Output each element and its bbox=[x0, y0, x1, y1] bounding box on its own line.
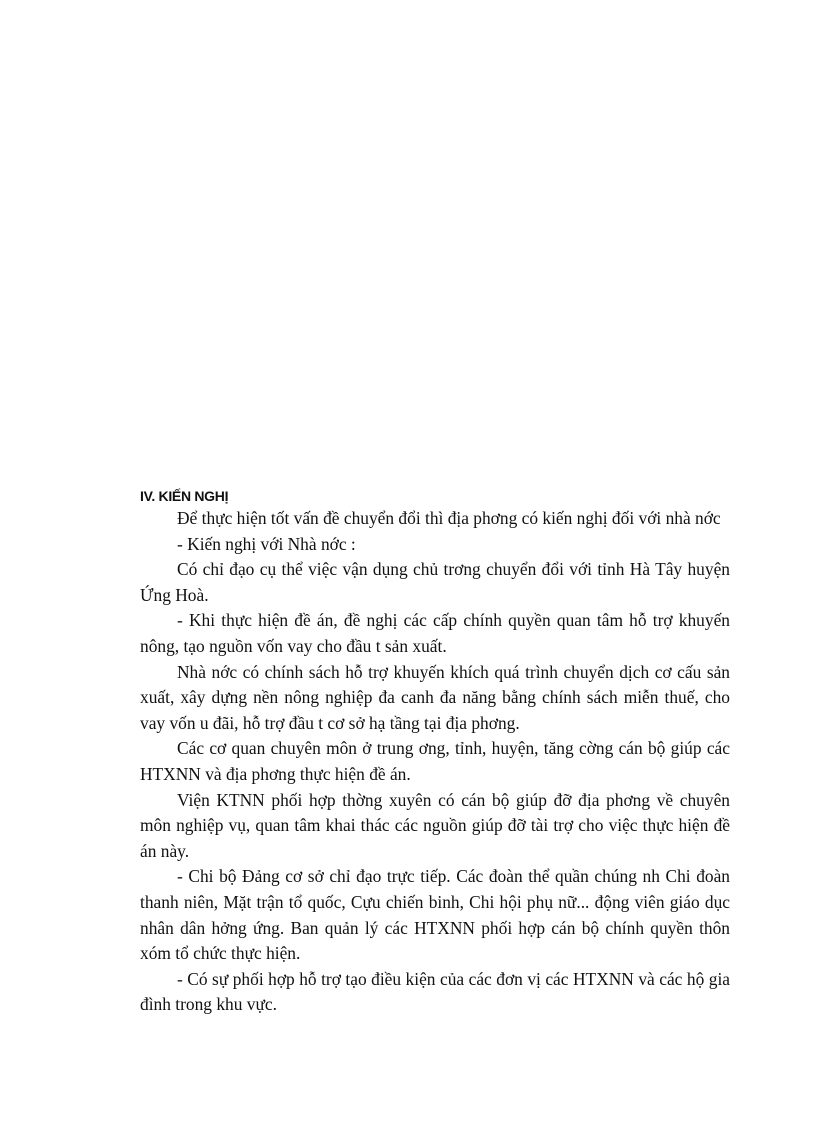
paragraph-8: - Chi bộ Đảng cơ sở chỉ đạo trực tiếp. Các đoàn thể quần chúng nh Chi đoàn thanh niên, Mặt trận tổ quốc, Cựu chiến binh, Chi hội phụ nữ... động viên giáo dục nhân dân hởng ứng. Ban quản lý các HTXNN phối hợp cán bộ chính quyền thôn xóm tổ chức thực hiện. bbox=[140, 866, 730, 964]
paragraph-2: - Kiến nghị với Nhà nớc : bbox=[177, 533, 356, 554]
section-heading: IV. KIẾN NGHỊ bbox=[140, 488, 229, 504]
paragraph-9: - Có sự phối hợp hỗ trợ tạo điều kiện của các đơn vị các HTXNN và các hộ gia đình trong khu vực. bbox=[140, 968, 730, 1015]
paragraph-5: Nhà nớc có chính sách hỗ trợ khuyến khích quá trình chuyển dịch cơ cấu sản xuất, xây dựng nền nông nghiệp đa canh đa năng bằng chính sách miễn thuế, cho vay vốn u đãi, hỗ trợ đầu t cơ sở hạ tầng tại địa phơng. bbox=[140, 661, 730, 733]
document-body bbox=[140, 486, 730, 1018]
paragraph-1: Để thực hiện tốt vấn đề chuyển đổi thì địa phơng có kiến nghị đối với nhà nớc bbox=[177, 508, 721, 528]
paragraph-4: - Khi thực hiện đề án, đề nghị các cấp chính quyền quan tâm hỗ trợ khuyến nông, tạo nguồn vốn vay cho đầu t sản xuất. bbox=[140, 610, 730, 656]
paragraph-6: Các cơ quan chuyên môn ở trung ơng, tỉnh, huyện, tăng cờng cán bộ giúp các HTXNN và địa phơng thực hiện đề án. bbox=[140, 738, 730, 784]
paragraph-7: Viện KTNN phối hợp thờng xuyên có cán bộ giúp đỡ địa phơng về chuyên môn nghiệp vụ, quan tâm khai thác các nguồn giúp đỡ tài trợ cho việc thực hiện đề án này. bbox=[140, 789, 730, 861]
paragraph-3: Có chỉ đạo cụ thể việc vận dụng chủ trơng chuyển đổi với tỉnh Hà Tây huyện Ứng Hoà. bbox=[140, 559, 730, 605]
